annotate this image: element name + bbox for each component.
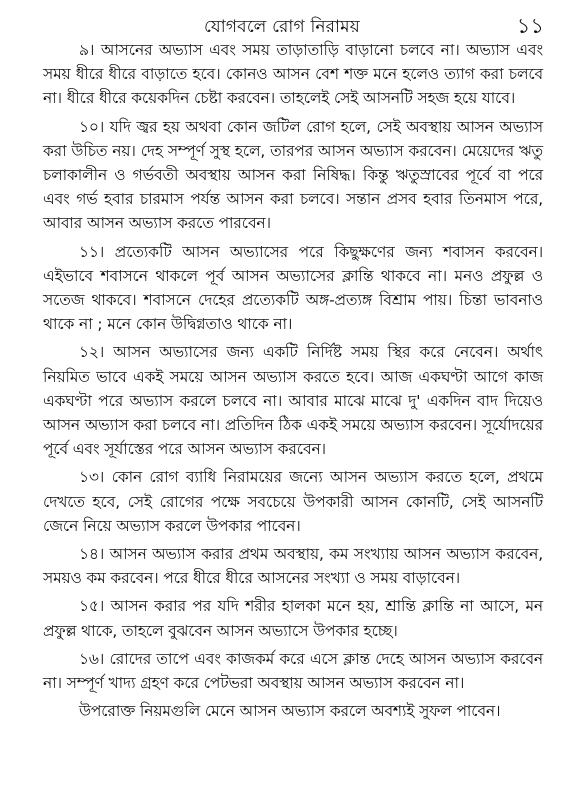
rule-paragraph-10: ১০। যদি জ্বর হয় অথবা কোন জটিল রোগ হলে, সেই অবস্থায় আসন অভ্যাস করা উচিত নয়। দেহ সম্পূর্ণ সুস্থ হলে, তারপর আসন অভ্যাস করবেন। মেয়েদের ঋতু চলাকালীন ও গর্ভবতী অবস্থায় আসন করা নিষিদ্ধ। কিন্তু ঋতুস্রাবের পূর্বে বা পরে এবং গর্ভ হবার চারমাস পর্যন্ত আসন করা চলবে। সন্তান প্রসব হবার তিনমাস পরে, আবার আসন অভ্যাস করতে পারবেন। [43,117,543,233]
rule-paragraph-12: ১২। আসন অভ্যাসের জন্য একটি নির্দিষ্ট সময় স্থির করে নেবেন। অর্থাৎ নিয়মিত ভাবে একই সময়ে আসন অভ্যাস করতে হবে। আজ একঘণ্টা আগে কাজ একঘণ্টা পরে অভ্যাস করলে চলবে না। আবার মাঝে মাঝে দু' একদিন বাদ দিয়েও আসন অভ্যাস করা চলবে না। প্রতিদিন ঠিক একই সময়ে অভ্যাস করবেন। সূর্যোদয়ের পূর্বে এবং সূর্যাস্তের পরে আসন অভ্যাস করবেন। [43,343,543,459]
rule-paragraph-14: ১৪। আসন অভ্যাস করার প্রথম অবস্থায়, কম সংখ্যায় আসন অভ্যাস করবেন, সময়ও কম করবেন। পরে ধীরে ধীরে আসনের সংখ্যা ও সময় বাড়াবেন। [43,545,543,588]
rule-paragraph-15: ১৫। আসন করার পর যদি শরীর হালকা মনে হয়, শ্রান্তি ক্লান্তি না আসে, মন প্রফুল্ল থাকে, তাহলে বুঝবেন আসন অভ্যাসে উপকার হচ্ছে। [43,597,543,640]
closing-line: উপরোক্ত নিয়মগুলি মেনে আসন অভ্যাস করলে অবশ্যই সুফল পাবেন। [79,702,501,721]
rule-paragraph-16: ১৬। রোদের তাপে এবং কাজকর্ম করে এসে ক্লান্ত দেহে আসন অভ্যাস করবেন না। সম্পূর্ণ খাদ্য গ্রহণ করে পেটভরা অবস্থায় আসন অভ্যাস করবেন না। [43,649,543,693]
page-body [43,38,543,727]
rule-paragraph-13: ১৩। কোন রোগ ব্যাধি নিরাময়ের জন্যে আসন অভ্যাস করতে হলে, প্রথমে দেখতে হবে, সেই রোগের পক্ষে সবচেয়ে উপকারী আসন কোনটি, সেই আসনটি জেনে নিয়ে অভ্যাস করলে উপকার পাবেন। [43,468,543,535]
running-title: যোগবলে রোগ নিরাময় [204,17,360,37]
rule-paragraph-9: ৯। আসনের অভ্যাস এবং সময় তাড়াতাড়ি বাড়ানো চলবে না। অভ্যাস এবং সময় ধীরে ধীরে বাড়াতে হবে। কোনও আসন বেশ শক্ত মনে হলেও ত্যাগ করা চলবে না। ধীরে ধীরে কয়েকদিন চেষ্টা করবেন। তাহলেই সেই আসনটি সহজ হয়ে যাবে। [43,41,543,108]
page-number: ১১ [516,14,544,38]
page-header [0,10,564,40]
rule-paragraph-11: ১১। প্রত্যেকটি আসন অভ্যাসের পরে কিছুক্ষণের জন্য শবাসন করবেন। এইভাবে শবাসনে থাকলে পূর্ব আসন অভ্যাসের ক্লান্তি থাকবে না। মনও প্রফুল্ল ও সতেজ থাকবে। শবাসনে দেহের প্রত্যেকটি অঙ্গ-প্রত্যঙ্গ বিশ্রাম পায়। চিন্তা ভাবনাও থাকে না ; মনে কোন উদ্বিগ্নতাও থাকে না। [43,242,543,334]
